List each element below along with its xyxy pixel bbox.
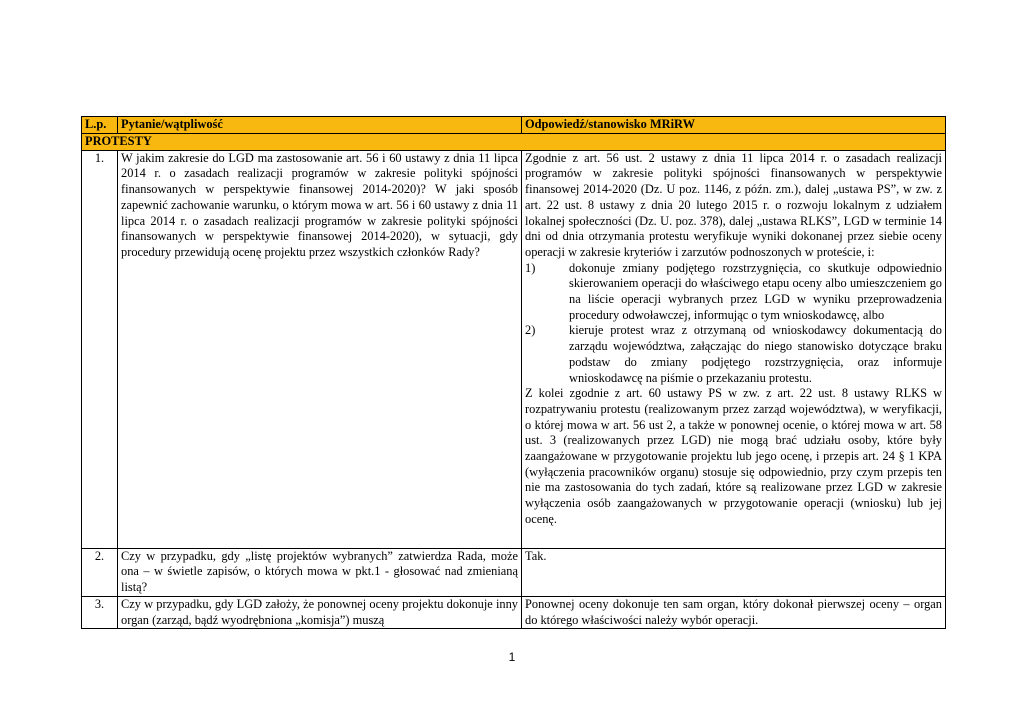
table-row (82, 548, 946, 596)
page-number: 1 (508, 650, 516, 664)
section-row (82, 134, 946, 151)
answer-cell (522, 150, 946, 548)
header-question: Pytanie/wątpliwość (118, 117, 522, 134)
question-cell: Czy w przypadku, gdy „listę projektów wybranych” zatwierdza Rada, może ona – w świetle zapisów, o których mowa w pkt.1 - głosować nad zmienianą listą? (118, 548, 522, 596)
header-answer: Odpowiedź/stanowisko MRiRW (522, 117, 946, 134)
table-row (82, 150, 946, 548)
list-marker: 1) (525, 260, 536, 275)
row-number: 1. (82, 150, 118, 548)
answer-outro: Z kolei zgodnie z art. 60 ustawy PS w zw. z art. 22 ust. 8 ustawy RLKS w rozpatrywaniu protestu (realizowanym przez zarząd województwa), w weryfikacji, o której mowa w art. 56 ust 2, a także w ponownej ocenie, o której mowa w art. 58 ust. 3 (realizowanych przez LGD) nie mogą brać udziału osoby, które były zaangażowane w przygotowanie projektu lub jego ocenę, i przepis art. 24 § 1 KPA (wyłączenia pracowników organu) stosuje się odpowiednio, przy czym przepis ten nie ma zastosowania do tych zadań, które są realizowane przez LGD w zakresie wyłączenia osób zaangażowanych w przygotowanie operacji (wniosku) lub jej ocenę. (525, 386, 942, 526)
question-cell: Czy w przypadku, gdy LGD założy, że ponownej oceny projektu dokonuje inny organ (zarząd, bądź wyodrębniona „komisja”) muszą (118, 596, 522, 628)
table-row (82, 596, 946, 628)
answer-cell: Ponownej oceny dokonuje ten sam organ, który dokonał pierwszej oceny – organ do którego właściwości należy wybór operacji. (522, 596, 946, 628)
list-item-text: kieruje protest wraz z otrzymaną od wnioskodawcy dokumentacją do zarządu województwa, załączając do niego stanowisko dotyczące braku podstaw do zmiany podjętego rozstrzygnięcia, oraz informuje wnioskodawcę na piśmie o przekazaniu protestu. (569, 323, 942, 385)
answer-list-item (525, 323, 942, 386)
row-number: 3. (82, 596, 118, 628)
answer-intro: Zgodnie z art. 56 ust. 2 ustawy z dnia 11 lipca 2014 r. o zasadach realizacji programów w zakresie polityki spójności finansowanych w perspektywie finansowej 2014-2020 (Dz. U poz. 1146, z późn. zm.), dalej „ustawa PS”, w zw. z art. 22 ust. 8 ustawy z dnia 20 lutego 2015 r. o rozwoju lokalnym z udziałem lokalnej społeczności (Dz. U. poz. 378), dalej „ustawa RLKS”, LGD w terminie 14 dni od dnia otrzymania protestu weryfikuje wyniki dokonanej przez siebie oceny operacji w zakresie kryteriów i zarzutów podnoszonych w proteście, i: (525, 150, 942, 259)
answer-list-item (525, 261, 942, 324)
row-number: 2. (82, 548, 118, 596)
list-marker: 2) (525, 323, 536, 338)
header-lp: L.p. (82, 117, 118, 134)
header-row (82, 117, 946, 134)
question-cell: W jakim zakresie do LGD ma zastosowanie art. 56 i 60 ustawy z dnia 11 lipca 2014 r. o zasadach realizacji programów w zakresie polityki spójności finansowanych w perspektywie finansowej 2014-2020)? W jaki sposób zapewnić zachowanie warunku, o którym mowa w art. 56 i 60 ustawy z dnia 11 lipca 2014 r. o zasadach realizacji programów w zakresie polityki spójności finansowanych w perspektywie finansowej 2014-2020), w sytuacji, gdy procedury przewidują ocenę projektu przez wszystkich członków Rady? (118, 150, 522, 548)
section-title: PROTESTY (82, 134, 946, 151)
answer-cell: Tak. (522, 548, 946, 596)
list-item-text: dokonuje zmiany podjętego rozstrzygnięcia, co skutkuje odpowiednio skierowaniem operacji do właściwego etapu oceny albo umieszczeniem go na liście operacji wybranych przez LGD w wyniku przeprowadzenia procedury odwoławczej, informując o tym wnioskodawcę, albo (569, 260, 942, 322)
qa-table (81, 116, 946, 629)
